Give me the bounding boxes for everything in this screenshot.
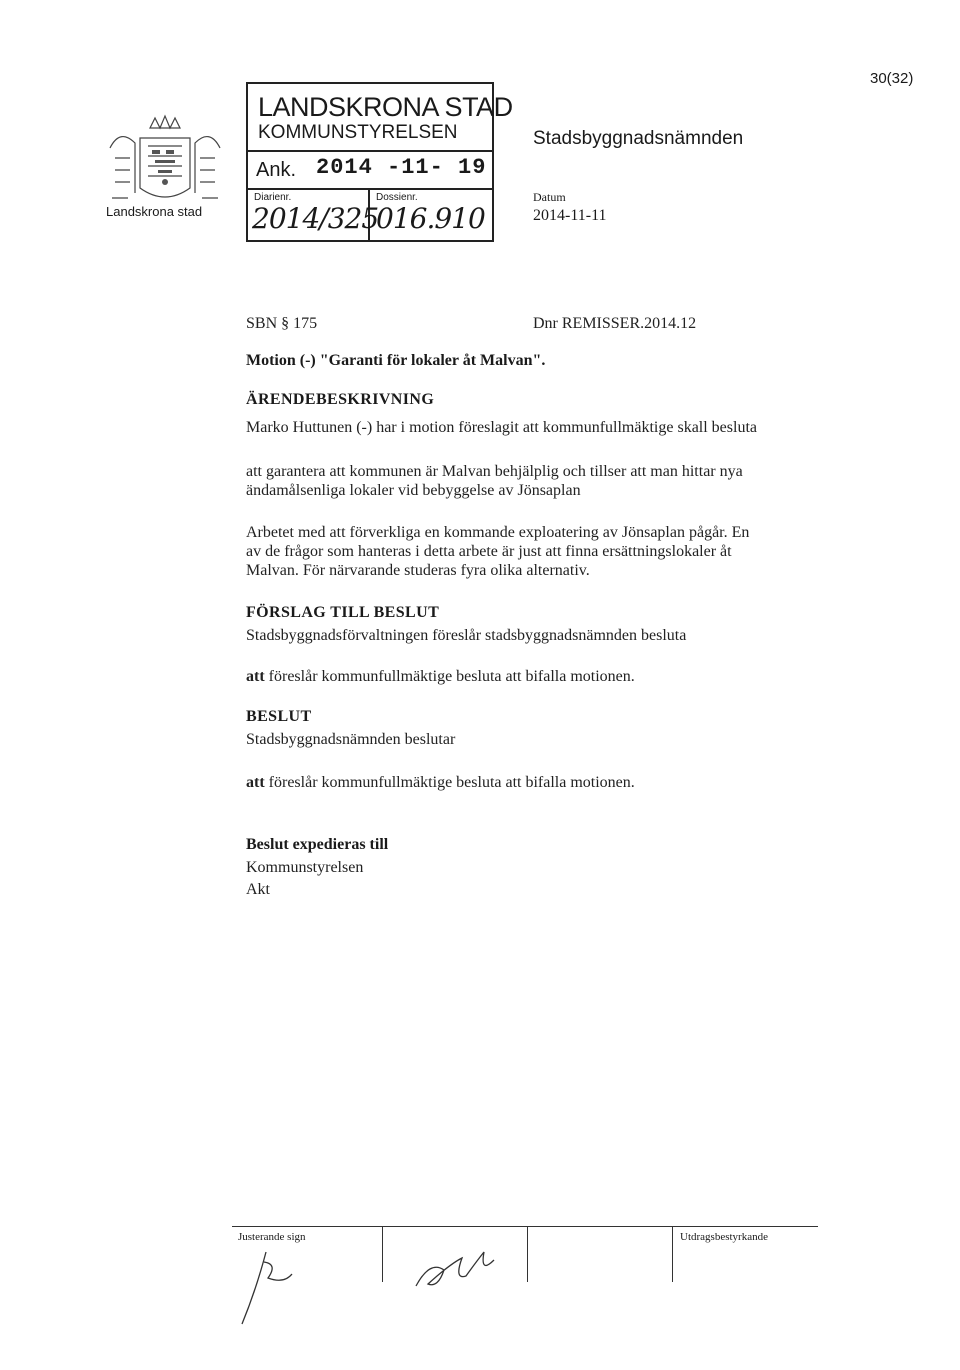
stamp-dossiernr-value: 016.910: [376, 202, 485, 235]
motion-proposal-line-2: ändamålsenliga lokaler vid bebyggelse av Jönsaplan: [246, 482, 581, 499]
stamp-diarienr-label: Diarienr.: [254, 192, 292, 203]
stamp-dossiernr-label: Dossienr.: [376, 192, 418, 203]
forslag-att-rest: föreslår kommunfullmäktige besluta att bifalla motionen.: [264, 668, 635, 685]
footer-divider: [672, 1226, 673, 1282]
expedieras-recipient-1: Kommunstyrelsen: [246, 859, 364, 876]
section-heading-beslut: BESLUT: [246, 708, 312, 725]
beslut-att-clause: [246, 773, 635, 792]
signature-mark: [238, 1240, 328, 1330]
justerande-label: Justerande sign: [238, 1231, 306, 1243]
arbetet-line-1: Arbetet med att förverkliga en kommande exploatering av Jönsaplan pågår. En: [246, 524, 750, 541]
city-coat-of-arms-icon: [100, 108, 230, 208]
footer-rule: [232, 1226, 818, 1227]
beslut-text: Stadsbyggnadsnämnden beslutar: [246, 731, 456, 748]
arbetet-line-2: av de frågor som hanteras i detta arbete är just att finna ersättningslokaler åt: [246, 543, 732, 560]
motion-proposal-line-1: att garantera att kommunen är Malvan behjälplig och tillser att man hittar nya: [246, 463, 743, 480]
beslut-att-rest: föreslår kommunfullmäktige besluta att bifalla motionen.: [264, 774, 635, 791]
datum-value: 2014-11-11: [533, 207, 607, 224]
department-name: Stadsbyggnadsnämnden: [533, 128, 744, 149]
forslag-att-clause: [246, 667, 635, 686]
forslag-text: Stadsbyggnadsförvaltningen föreslår stadsbyggnadsnämnden besluta: [246, 627, 687, 644]
stamp-ank-date: 2014 -11- 19: [316, 155, 487, 180]
footer-divider: [382, 1226, 383, 1282]
forslag-att-word: att: [246, 668, 265, 685]
section-heading-arendebeskrivning: ÄRENDEBESKRIVNING: [246, 391, 435, 408]
arende-text: Marko Huttunen (-) har i motion föreslagit att kommunfullmäktige skall besluta: [246, 419, 757, 436]
utdrag-label: Utdragsbestyrkande: [680, 1231, 768, 1243]
expedieras-heading: Beslut expedieras till: [246, 836, 389, 853]
arbetet-line-3: Malvan. För närvarande studeras fyra olika alternativ.: [246, 562, 590, 579]
datum-label: Datum: [533, 190, 566, 204]
paragraph-reference: SBN § 175: [246, 315, 318, 332]
stamp-ank-label: Ank.: [256, 159, 297, 181]
stamp-diarienr-value: 2014/325: [252, 202, 379, 235]
section-heading-forslag: FÖRSLAG TILL BESLUT: [246, 604, 440, 621]
diary-number: Dnr REMISSER.2014.12: [533, 315, 697, 332]
logo-text: Landskrona stad: [106, 204, 203, 219]
stamp-title: LANDSKRONA STAD: [258, 92, 513, 122]
stamp-ank-row: [248, 150, 492, 190]
signature-mark: [410, 1240, 500, 1300]
received-stamp: [246, 82, 513, 242]
expedieras-recipient-2: Akt: [246, 881, 270, 898]
beslut-att-word: att: [246, 774, 265, 791]
motion-title: Motion (-) "Garanti för lokaler åt Malvan".: [246, 352, 546, 369]
stamp-subtitle: KOMMUNSTYRELSEN: [258, 122, 458, 143]
footer-divider: [527, 1226, 528, 1282]
motion-proposal: [246, 462, 826, 500]
arbetet-paragraph: [246, 523, 826, 580]
page-number: 30(32): [870, 70, 914, 87]
